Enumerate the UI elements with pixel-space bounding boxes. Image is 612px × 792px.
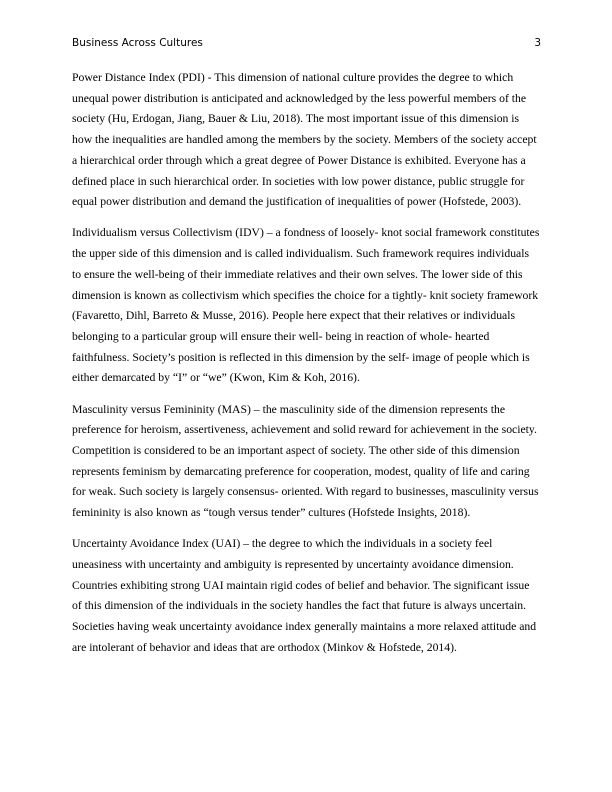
body-text xyxy=(72,68,541,669)
page-number: 3 xyxy=(534,37,541,49)
paragraph-individualism: Individualism versus Collectivism (IDV) – a fondness of loosely- knot social framework constitutes the upper side of this dimension and is called individualism. Such framework requires individuals to ensure the well-being of their immediate relatives and their own selves. The lower side of this dimension is known as collectivism which specifies the choice for a tightly- knit society framework (Favaretto, Dihl, Barreto & Musse, 2016). People here expect that their relatives or individuals belonging to a particular group will ensure their well- being in reaction of whole- hearted faithfulness. Society’s position is reflected in this dimension by the self- image of people which is either demarcated by “I” or “we” (Kwon, Kim & Koh, 2016). xyxy=(72,226,540,385)
running-header-title: Business Across Cultures xyxy=(72,37,203,49)
paragraph-power-distance: Power Distance Index (PDI) - This dimension of national culture provides the degree to which unequal power distribution is anticipated and acknowledged by the less powerful members of the society (Hu, Erdogan, Jiang, Bauer & Liu, 2018). The most important issue of this dimension is how the inequalities are handled among the members by the society. Members of the society accept a hierarchical order through which a great degree of Power Distance is exhibited. Everyone has a defined place in such hierarchical order. In societies with low power distance, public struggle for equal power distribution and demand the justification of inequalities of power (Hofstede, 2003). xyxy=(72,71,537,209)
paragraph-masculinity: Masculinity versus Femininity (MAS) – the masculinity side of the dimension represents the preference for heroism, assertiveness, achievement and solid reward for achievement in the society. Competition is considered to be an important aspect of society. The other side of this dimension represents feminism by demarcating preference for cooperation, modest, quality of life and caring for weak. Such society is largely consensus- oriented. With regard to businesses, masculinity versus femininity is also known as “tough versus tender” cultures (Hofstede Insights, 2018). xyxy=(72,402,539,520)
paragraph-uncertainty-avoidance: Uncertainty Avoidance Index (UAI) – the degree to which the individuals in a society feel uneasiness with uncertainty and ambiguity is represented by uncertainty avoidance dimension. Countries exhibiting strong UAI maintain rigid codes of belief and behavior. The significant issue of this dimension of the individuals in the society handles the fact that future is always uncertain. Societies having weak uncertainty avoidance index generally maintains a more relaxed attitude and are intolerant of behavior and ideas that are orthodox (Minkov & Hofstede, 2014). xyxy=(72,537,537,654)
